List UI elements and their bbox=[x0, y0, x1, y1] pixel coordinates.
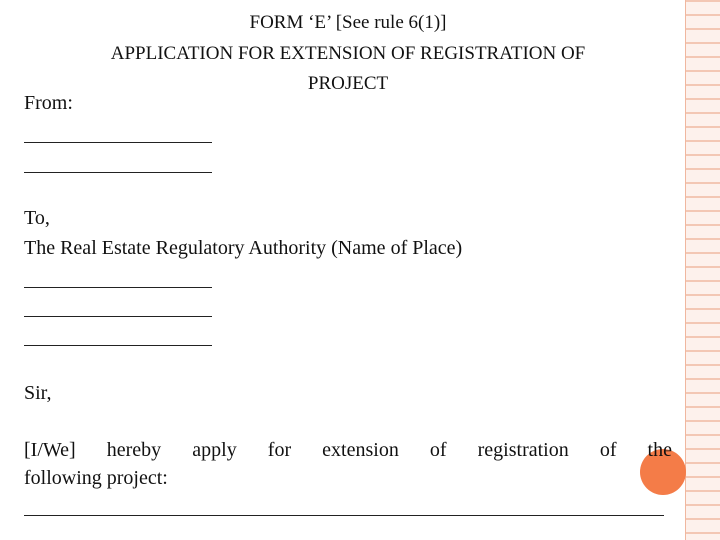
from-label: From: bbox=[24, 92, 73, 114]
border-divider-line bbox=[685, 0, 686, 540]
from-blank-line-2 bbox=[24, 172, 212, 173]
from-blank-line-1 bbox=[24, 142, 212, 143]
form-heading-continued: PROJECT bbox=[307, 73, 389, 94]
salutation: Sir, bbox=[24, 382, 52, 404]
to-blank-line-3 bbox=[24, 345, 212, 346]
to-blank-line-1 bbox=[24, 287, 212, 288]
decorative-side-border bbox=[686, 0, 720, 540]
project-blank-line bbox=[24, 515, 664, 516]
form-heading: APPLICATION FOR EXTENSION OF REGISTRATION OF bbox=[110, 43, 586, 64]
application-paragraph bbox=[24, 436, 672, 492]
to-label: To, bbox=[24, 207, 50, 229]
form-title: FORM ‘E’ [See rule 6(1)] bbox=[249, 12, 447, 33]
authority-name: The Real Estate Regulatory Authority (Name of Place) bbox=[24, 237, 463, 259]
application-text-line-2: following project: bbox=[24, 467, 168, 489]
to-blank-line-2 bbox=[24, 316, 212, 317]
application-text-line-1: [I/We] hereby apply for extension of registration of the bbox=[24, 439, 672, 461]
